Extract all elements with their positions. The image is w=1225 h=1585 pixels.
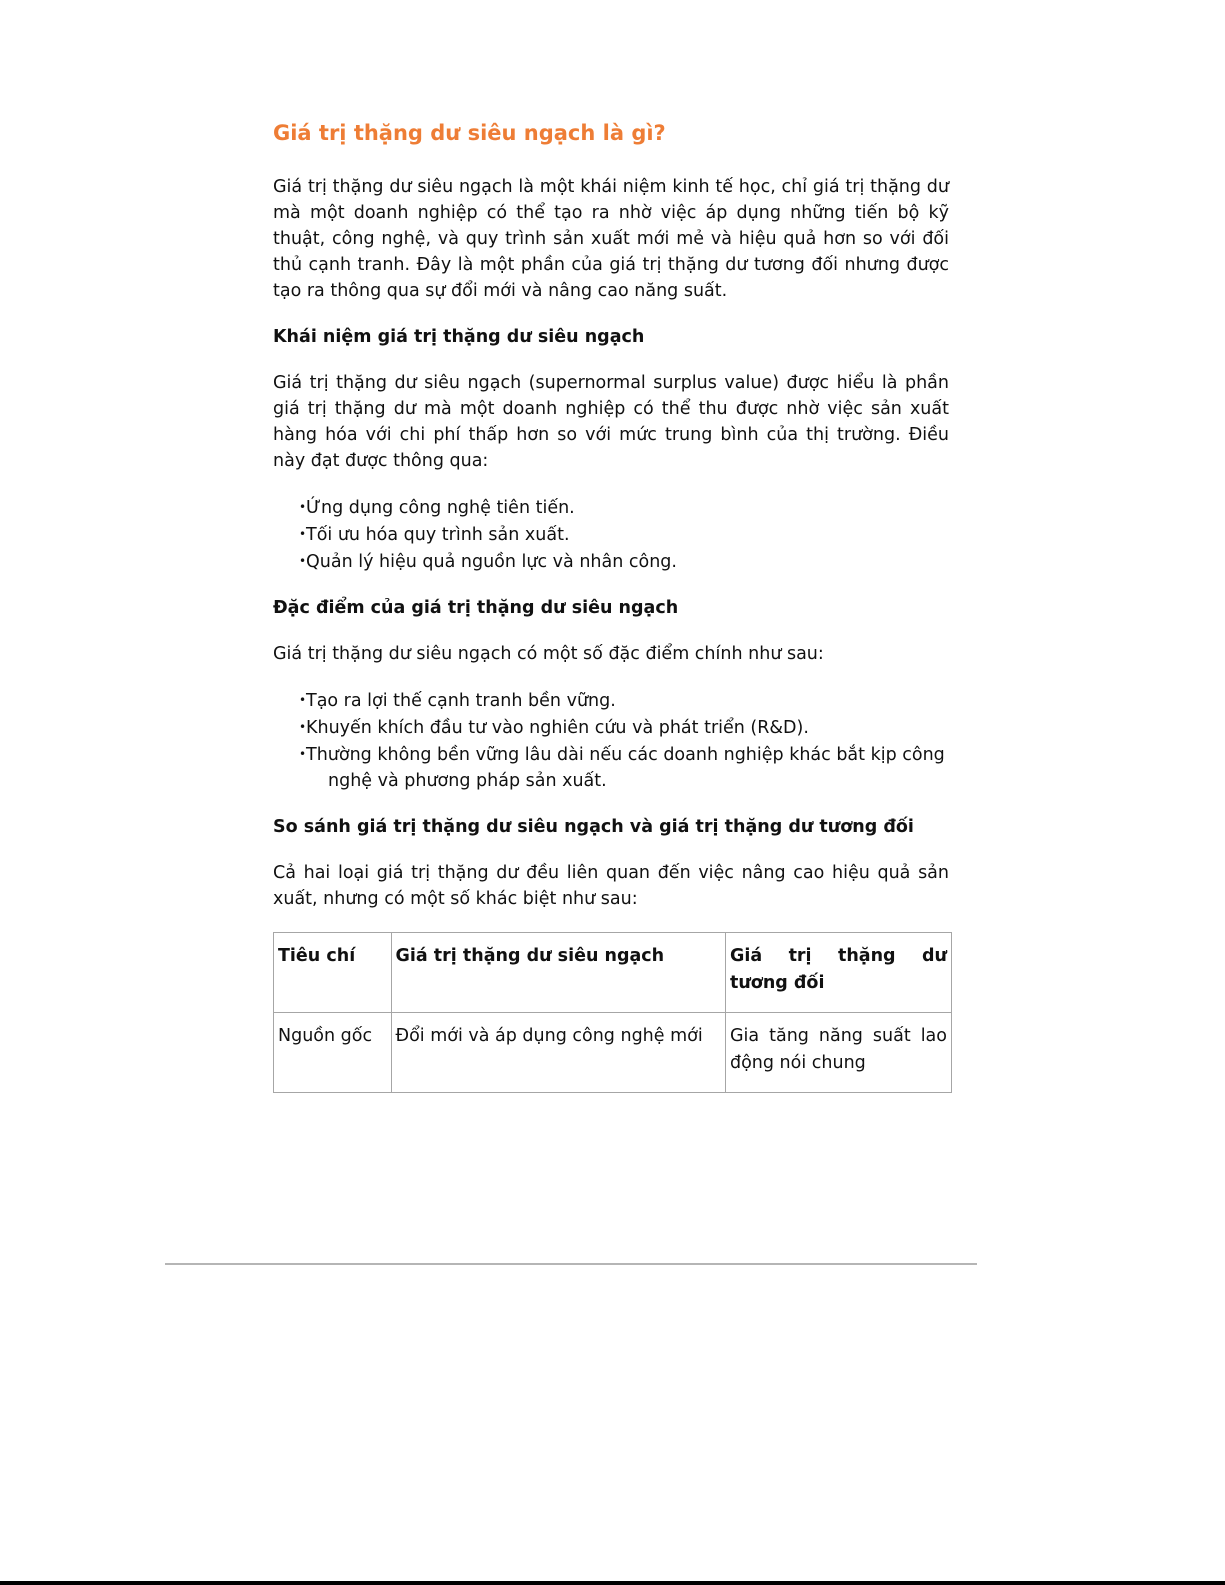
intro-paragraph: Giá trị thặng dư siêu ngạch là một khái niệm kinh tế học, chỉ giá trị thặng dư mà một doanh nghiệp có thể tạo ra nhờ việc áp dụng những tiến bộ kỹ thuật, công nghệ, và quy trình sản xuất mới mẻ và hiệu quả hơn so với đối thủ cạnh tranh. Đây là một phần của giá trị thặng dư tương đối nhưng được tạo ra thông qua sự đổi mới và nâng cao năng suất. — [273, 177, 949, 301]
comparison-table — [273, 932, 952, 1093]
table-header-cell: Giá trị thặng dư tương đối — [725, 933, 951, 1013]
bullet-icon: • — [299, 500, 307, 514]
list-item: •Khuyến khích đầu tư vào nghiên cứu và phát triển (R&D). — [299, 714, 949, 741]
document-page — [273, 118, 949, 1093]
list-item: •Tối ưu hóa quy trình sản xuất. — [299, 521, 949, 548]
section-paragraph-features: Giá trị thặng dư siêu ngạch có một số đặc điểm chính như sau: — [273, 644, 824, 664]
bullet-icon: • — [299, 720, 307, 734]
bottom-edge-bar — [0, 1581, 1225, 1585]
bullet-list-features — [273, 687, 949, 794]
section-heading-features: Đặc điểm của giá trị thặng dư siêu ngạch — [273, 598, 679, 618]
table-row — [274, 1013, 952, 1093]
table-header-row — [274, 933, 952, 1013]
bullet-list-concept — [273, 494, 949, 575]
table-cell: Gia tăng năng suất lao động nói chung — [725, 1013, 951, 1093]
section-paragraph-comparison: Cả hai loại giá trị thặng dư đều liên quan đến việc nâng cao hiệu quả sản xuất, nhưng có một số khác biệt như sau: — [273, 863, 949, 909]
list-item: •Quản lý hiệu quả nguồn lực và nhân công. — [299, 548, 949, 575]
bullet-icon: • — [299, 747, 307, 761]
bullet-icon: • — [299, 527, 307, 541]
bullet-icon: • — [299, 554, 307, 568]
list-item: •Ứng dụng công nghệ tiên tiến. — [299, 494, 949, 521]
section-heading-comparison: So sánh giá trị thặng dư siêu ngạch và giá trị thặng dư tương đối — [273, 817, 914, 837]
page-divider — [165, 1263, 977, 1265]
list-item: •Thường không bền vững lâu dài nếu các doanh nghiệp khác bắt kịp công nghệ và phương pháp sản xuất. — [299, 741, 949, 794]
table-header-cell: Tiêu chí — [274, 933, 392, 1013]
section-heading-concept: Khái niệm giá trị thặng dư siêu ngạch — [273, 327, 645, 347]
table-cell: Đổi mới và áp dụng công nghệ mới — [391, 1013, 725, 1093]
list-item: •Tạo ra lợi thế cạnh tranh bền vững. — [299, 687, 949, 714]
table-cell: Nguồn gốc — [274, 1013, 392, 1093]
bullet-icon: • — [299, 693, 307, 707]
table-header-cell: Giá trị thặng dư siêu ngạch — [391, 933, 725, 1013]
page-title: Giá trị thặng dư siêu ngạch là gì? — [273, 121, 666, 145]
section-paragraph-concept: Giá trị thặng dư siêu ngạch (supernormal surplus value) được hiểu là phần giá trị thặng dư mà một doanh nghiệp có thể thu được nhờ việc sản xuất hàng hóa với chi phí thấp hơn so với mức trung bình của thị trường. Điều này đạt được thông qua: — [273, 373, 949, 471]
